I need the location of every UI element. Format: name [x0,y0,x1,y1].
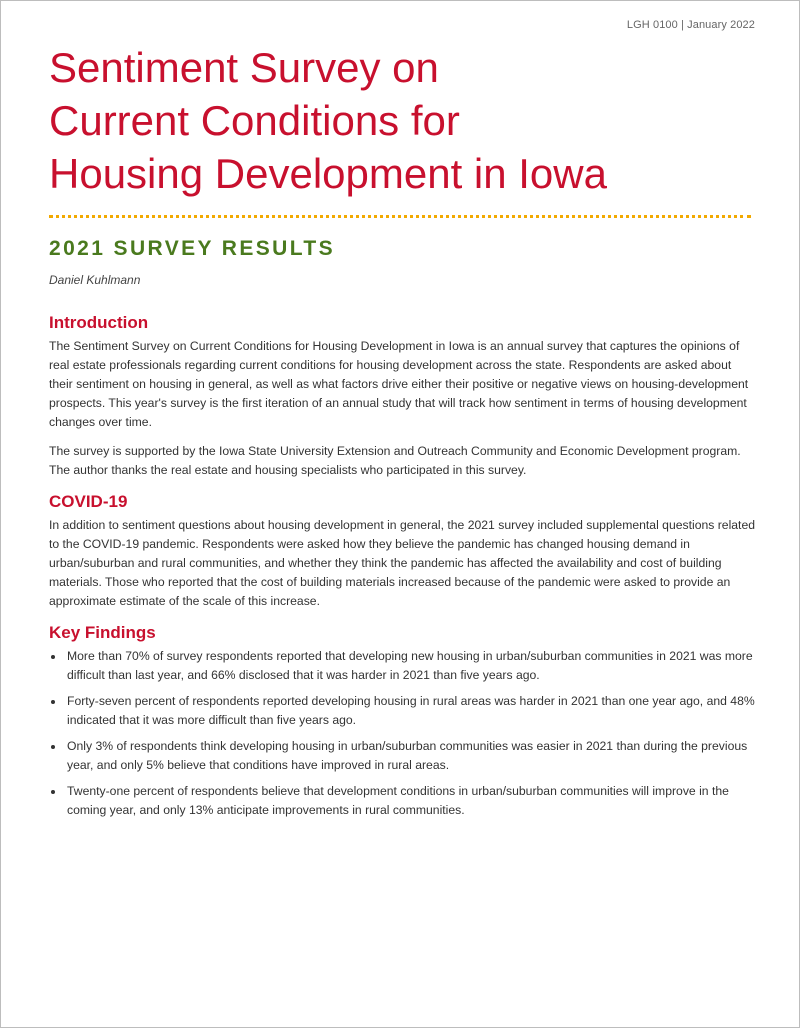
covid-section [49,490,755,611]
list-item: • More than 70% of survey respondents reported that developing new housing in urban/suburban communities in 2021 was more difficult than last year, and 66% disclosed that it was harder in 2021 than five years ago. [65,647,755,685]
key-findings-list [49,647,755,820]
survey-results-subtitle: 2021 SURVEY RESULTS [49,237,336,260]
list-item: • Forty-seven percent of respondents reported developing housing in rural areas was harder in 2021 than one year ago, and 48% indicated that it was more difficult than five years ago. [65,692,755,730]
key-findings-heading: Key Findings [49,623,156,642]
covid-paragraph: In addition to sentiment questions about housing development in general, the 2021 survey included supplemental questions related to the COVID-19 pandemic. Respondents were asked how they believe the pandemic has changed housing demand in urban/suburban and rural communities, and whether they think the pandemic has affected the availability and cost of building materials. Those who reported that the cost of building materials increased because of the pandemic were asked to provide an approximate estimate of the scale of this increase. [49,518,755,608]
title-line-2: Current Conditions for [49,97,460,144]
title-line-3: Housing Development in Iowa [49,150,607,197]
document-id: LGH 0100 | January 2022 [626,19,755,31]
document-title [49,41,749,200]
document-body [49,311,755,827]
introduction-heading: Introduction [49,313,149,332]
introduction-paragraph-1: The Sentiment Survey on Current Conditions for Housing Development in Iowa is an annual survey that captures the opinions of real estate professionals regarding current conditions for housing development across the state. Respondents are asked about their sentiment on housing in general, as well as what factors drive either their positive or negative views on housing-development prospects. This year's survey is the first iteration of an annual study that will track how sentiment in terms of housing development changes over time. [49,339,749,429]
key-findings-section [49,621,755,820]
list-item: • Only 3% of respondents think developing housing in urban/suburban communities was easier in 2021 than during the previous year, and only 5% believe that conditions have improved in rural areas. [65,737,755,775]
introduction-section [49,311,755,480]
covid-heading: COVID-19 [49,492,128,511]
introduction-paragraph-2: The survey is supported by the Iowa State University Extension and Outreach Community and Economic Development program. The author thanks the real estate and housing specialists who participated in this survey. [49,444,741,477]
author-name: Daniel Kuhlmann [49,273,141,287]
list-item: • Twenty-one percent of respondents believe that development conditions in urban/suburban communities will improve in the coming year, and only 13% anticipate improvements in rural communities. [65,782,755,820]
title-line-1: Sentiment Survey on [49,44,439,91]
dotted-divider [49,215,751,218]
